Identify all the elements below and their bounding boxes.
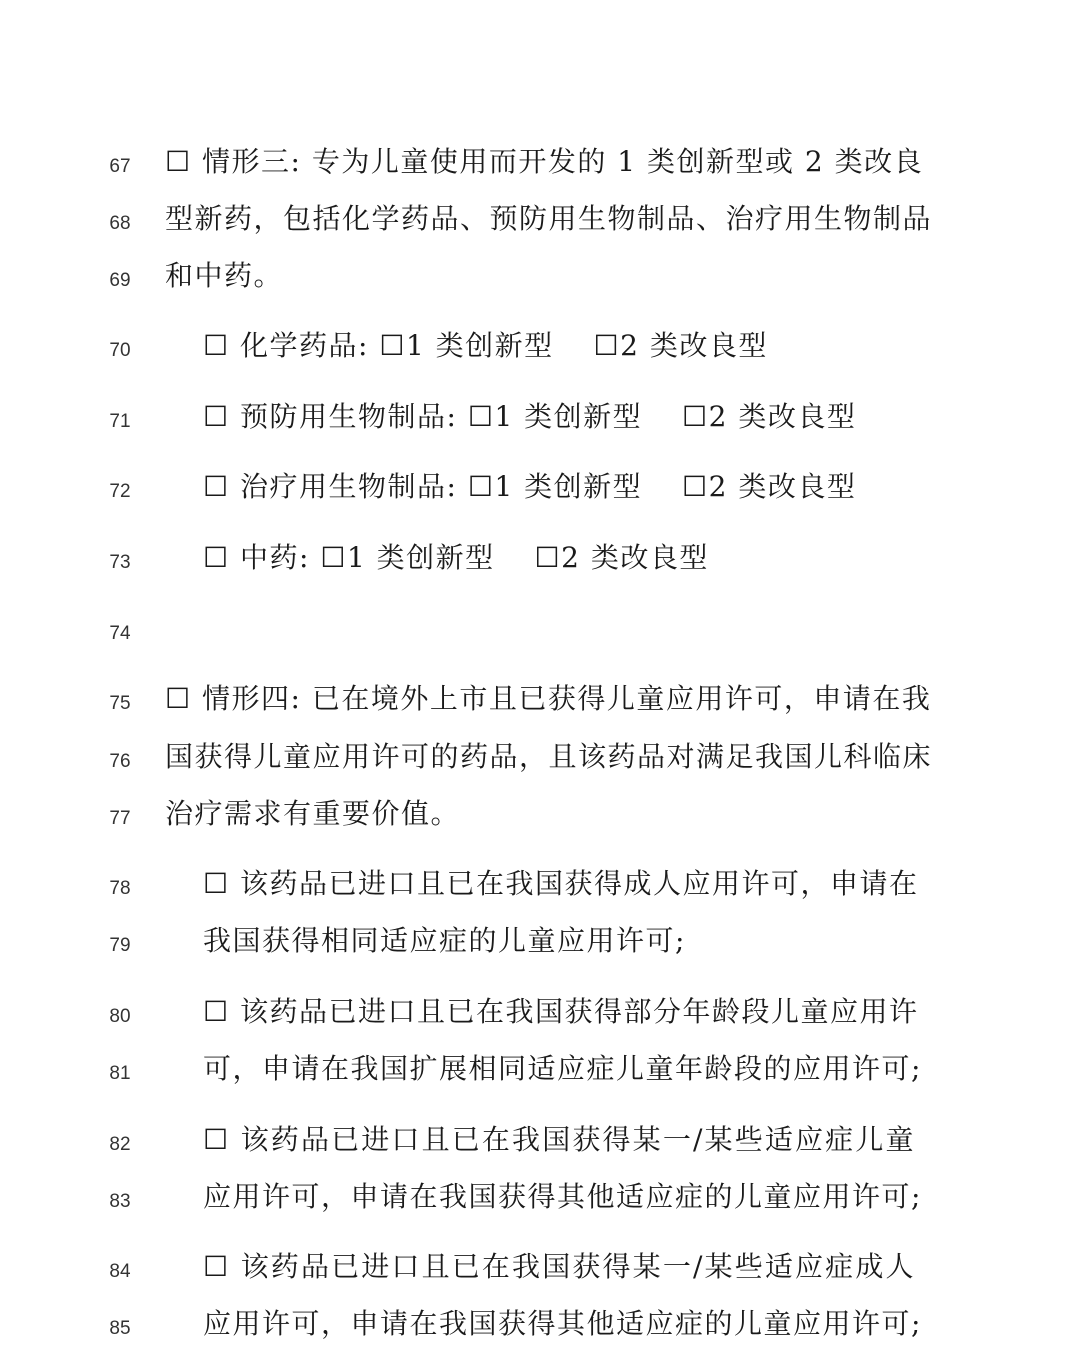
line-number: 83 — [109, 1191, 131, 1212]
line-number: 72 — [109, 481, 131, 502]
line-text: ☐ 治疗用生物制品: ☐1 类创新型 ☐2 类改良型 — [203, 470, 857, 503]
line-text: 治疗需求有重要价值。 — [165, 797, 461, 830]
line-number: 68 — [109, 213, 131, 234]
document-line — [0, 737, 1080, 777]
line-number: 71 — [109, 411, 131, 432]
line-text: ☐ 该药品已进口且已在我国获得部分年龄段儿童应用许 — [203, 995, 919, 1028]
document-line — [0, 1120, 1080, 1160]
document-line — [0, 256, 1080, 296]
document-line — [0, 992, 1080, 1032]
line-number: 78 — [109, 878, 131, 899]
line-number: 81 — [109, 1063, 131, 1084]
line-text: 国获得儿童应用许可的药品，且该药品对满足我国儿科临床 — [165, 740, 933, 773]
line-number: 82 — [109, 1134, 131, 1155]
document-line — [0, 609, 1080, 649]
document-line — [0, 1247, 1080, 1287]
line-text: ☐ 化学药品: ☐1 类创新型 ☐2 类改良型 — [203, 329, 768, 362]
line-number: 70 — [109, 340, 131, 361]
line-number: 79 — [109, 935, 131, 956]
line-text: ☐ 该药品已进口且已在我国获得成人应用许可，申请在 — [203, 867, 919, 900]
line-number: 85 — [109, 1318, 131, 1339]
document-line — [0, 1304, 1080, 1344]
document-line — [0, 538, 1080, 578]
line-number: 73 — [109, 552, 131, 573]
line-text: ☐ 该药品已进口且已在我国获得某一/某些适应症儿童 — [203, 1123, 915, 1156]
line-text: ☐ 该药品已进口且已在我国获得某一/某些适应症成人 — [203, 1250, 915, 1283]
document-line — [0, 467, 1080, 507]
line-number: 76 — [109, 751, 131, 772]
document-line — [0, 326, 1080, 366]
document-line — [0, 1177, 1080, 1217]
line-text: ☐ 预防用生物制品: ☐1 类创新型 ☐2 类改良型 — [203, 400, 857, 433]
document-line — [0, 864, 1080, 904]
line-number: 84 — [109, 1261, 131, 1282]
line-text: 我国获得相同适应症的儿童应用许可; — [203, 924, 686, 957]
line-text: ☐ 情形四: 已在境外上市且已获得儿童应用许可，申请在我 — [165, 682, 932, 715]
document-line — [0, 1049, 1080, 1089]
document-line — [0, 794, 1080, 834]
line-text: 型新药，包括化学药品、预防用生物制品、治疗用生物制品 — [165, 202, 933, 235]
line-number: 69 — [109, 270, 131, 291]
line-text: 和中药。 — [165, 259, 284, 292]
line-number: 74 — [109, 623, 131, 644]
line-text: ☐ 中药: ☐1 类创新型 ☐2 类改良型 — [203, 541, 709, 574]
document-line — [0, 142, 1080, 182]
line-number: 77 — [109, 808, 131, 829]
document-line — [0, 679, 1080, 719]
line-text: 应用许可，申请在我国获得其他适应症的儿童应用许可; — [203, 1180, 922, 1213]
line-number: 80 — [109, 1006, 131, 1027]
document-line — [0, 199, 1080, 239]
line-number: 67 — [109, 156, 131, 177]
document-line — [0, 397, 1080, 437]
document-line — [0, 921, 1080, 961]
line-number: 75 — [109, 693, 131, 714]
line-text: ☐ 情形三: 专为儿童使用而开发的 1 类创新型或 2 类改良 — [165, 145, 924, 178]
line-text: 应用许可，申请在我国获得其他适应症的儿童应用许可; — [203, 1307, 922, 1340]
line-text: 可，申请在我国扩展相同适应症儿童年龄段的应用许可; — [203, 1052, 922, 1085]
